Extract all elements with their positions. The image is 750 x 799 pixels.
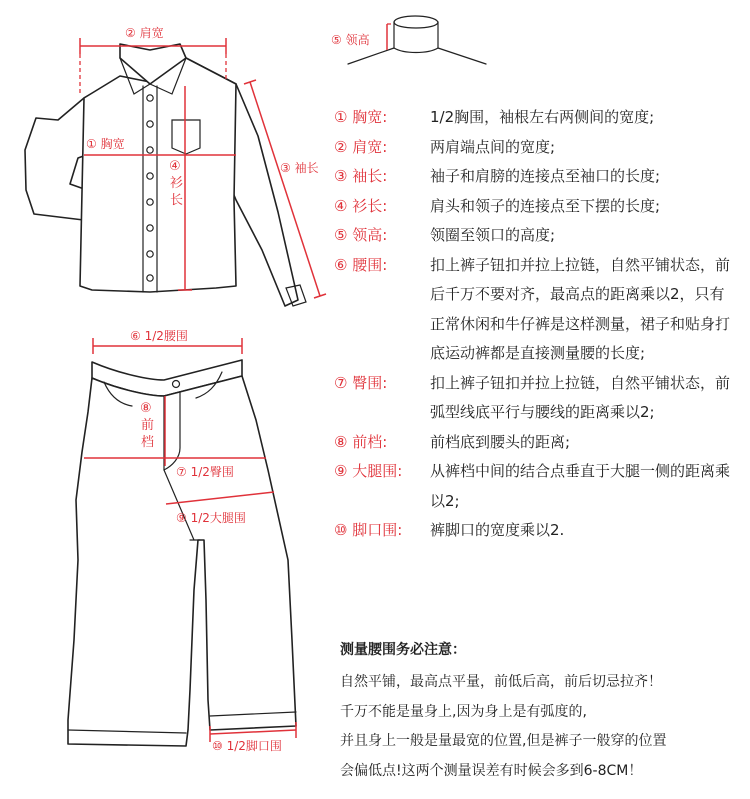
definition-row — [334, 457, 734, 516]
label-hem: ⑩ 1/2脚口围 — [212, 739, 282, 753]
definition-desc: 袖子和肩膀的连接点至袖口的长度; — [430, 167, 661, 185]
definition-desc: 裤脚口的宽度乘以2. — [430, 521, 565, 539]
definition-desc: 领圈至领口的高度; — [430, 226, 556, 244]
shirt-button — [147, 147, 153, 153]
collar-illustration — [331, 16, 486, 64]
label-shoulder-width: ② 肩宽 — [125, 26, 164, 40]
label-waist: ⑥ 1/2腰围 — [130, 329, 188, 343]
label-front-rise-c2: 档 — [141, 435, 155, 450]
definition-term: ④ 衫长: — [334, 196, 388, 215]
notes-title: 测量腰围务必注意： — [340, 642, 466, 658]
definition-term: ⑦ 臀围: — [334, 373, 388, 392]
label-collar-height: ⑤ 领高 — [331, 33, 370, 47]
definition-row — [334, 369, 734, 428]
shirt-button — [147, 95, 153, 101]
definition-desc: 扣上裤子钮扣并拉上拉链，自然平铺状态，前弧型线底平行与腰线的距离乘以2; — [430, 373, 731, 421]
notes-line: 自然平铺，最高点平量，前低后高，前后切忌拉齐！ — [340, 674, 662, 690]
definition-term: ② 肩宽: — [334, 137, 388, 156]
pants-illustration — [68, 360, 296, 746]
label-shirt-length-c2: 长 — [170, 193, 184, 208]
label-front-rise-c1: 前 — [141, 418, 155, 433]
label-hip: ⑦ 1/2臀围 — [176, 465, 234, 479]
notes-line: 并且身上一般是量最宽的位置,但是裤子一般穿的位置 — [340, 733, 667, 749]
definition-row — [334, 103, 734, 133]
notes-line: 会偏低点!这两个测量误差有时候会多到6-8CM！ — [340, 762, 643, 779]
definition-term: ③ 袖长: — [334, 167, 388, 185]
definition-desc: 两肩端点间的宽度; — [430, 137, 556, 156]
definition-desc: 1/2胸围，袖根左右两侧间的宽度; — [430, 108, 655, 126]
label-shirt-length-c1: 衫 — [170, 176, 184, 191]
label-shirt-length-num: ④ — [169, 159, 181, 174]
shirt-illustration — [25, 44, 306, 306]
definition-row — [334, 162, 734, 192]
definition-row — [334, 133, 734, 163]
definition-row — [334, 221, 734, 251]
shirt-button — [147, 173, 153, 179]
definition-row — [334, 428, 734, 458]
definition-row — [334, 516, 734, 546]
label-chest-width: ① 胸宽 — [86, 137, 125, 151]
definition-term: ① 胸宽: — [334, 108, 388, 126]
shirt-button — [147, 199, 153, 205]
definition-row — [334, 251, 734, 369]
definition-desc: 肩头和领子的连接点至下摆的长度; — [430, 196, 661, 215]
label-thigh: ⑨ 1/2大腿围 — [176, 511, 246, 525]
waist-notes — [340, 640, 740, 786]
shirt-button — [147, 225, 153, 231]
definition-desc: 前档底到腰头的距离; — [430, 432, 571, 451]
shirt-button — [147, 121, 153, 127]
definition-term: ⑩ 脚口围: — [334, 521, 403, 539]
definition-term: ⑨ 大腿围: — [334, 462, 403, 480]
definition-term: ⑤ 领高: — [334, 226, 388, 244]
definition-row — [334, 192, 734, 222]
definition-term: ⑥ 腰围: — [334, 255, 388, 274]
shirt-button — [147, 275, 153, 281]
label-front-rise-num: ⑧ — [140, 401, 152, 416]
definition-desc: 从裤档中间的结合点垂直于大腿一侧的距离乘以2; — [430, 462, 731, 510]
definition-term: ⑧ 前档: — [334, 432, 388, 451]
shirt-button — [147, 251, 153, 257]
definition-desc: 扣上裤子钮扣并拉上拉链，自然平铺状态，前后千万不要对齐，最高点的距离乘以2，只有正常休闲和牛仔裤是这样测量，裙子和贴身打底运动裤都是直接测量腰的长度; — [430, 255, 731, 362]
notes-line: 千万不能是量身上,因为身上是有弧度的, — [340, 703, 587, 720]
label-sleeve-length: ③ 袖长 — [280, 161, 319, 175]
definitions-list — [334, 103, 734, 546]
